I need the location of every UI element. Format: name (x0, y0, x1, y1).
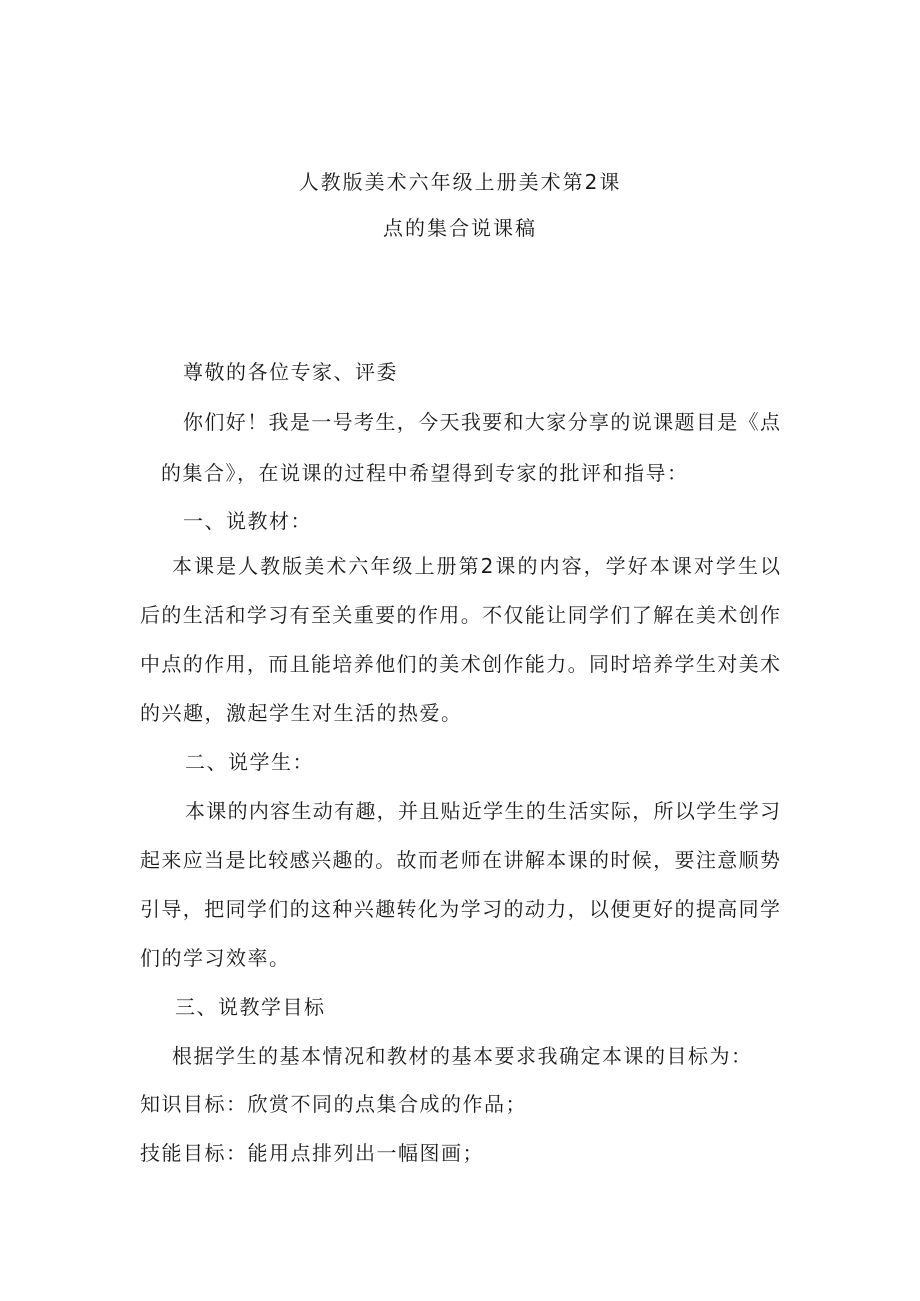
document-subtitle: 点的集合说课稿 (383, 216, 537, 240)
salutation: 尊敬的各位专家、评委 (183, 360, 398, 384)
section1-paragraph-line: 中点的作用，而且能培养他们的美术创作能力。同时培养学生对美术 (140, 652, 780, 676)
section2-paragraph-line: 本课的内容生动有趣，并且贴近学生的生活实际，所以学生学习 (185, 799, 780, 823)
section3-intro: 根据学生的基本情况和教材的基本要求我确定本课的目标为： (172, 1044, 753, 1068)
section1-paragraph-line: 本课是人教版美术六年级上册第2课的内容，学好本课对学生以 (172, 554, 780, 578)
section1-paragraph-line: 的兴趣，激起学生对生活的热爱。 (140, 701, 463, 725)
knowledge-goal: 知识目标：欣赏不同的点集合成的作品； (140, 1092, 527, 1116)
intro-paragraph-line-1: 你们好！我是一号考生，今天我要和大家分享的说课题目是《点 (183, 410, 780, 434)
section2-paragraph-line: 起来应当是比较感兴趣的。故而老师在讲解本课的时候，要注意顺势 (140, 848, 780, 872)
section2-paragraph-line: 引导，把同学们的这种兴趣转化为学习的动力，以便更好的提高同学 (140, 897, 780, 921)
section2-heading: 二、说学生： (185, 750, 314, 774)
intro-paragraph-line-2: 的集合》，在说课的过程中希望得到专家的批评和指导： (161, 461, 689, 485)
section1-paragraph-line: 后的生活和学习有至关重要的作用。不仅能让同学们了解在美术创作 (140, 603, 780, 627)
section3-heading: 三、说教学目标 (175, 995, 326, 1019)
section1-heading: 一、说教材： (183, 509, 312, 533)
document-title: 人教版美术六年级上册美术第2课 (298, 170, 622, 194)
skill-goal: 技能目标：能用点排列出一幅图画； (140, 1141, 484, 1165)
section2-paragraph-line: 们的学习效率。 (140, 946, 291, 970)
